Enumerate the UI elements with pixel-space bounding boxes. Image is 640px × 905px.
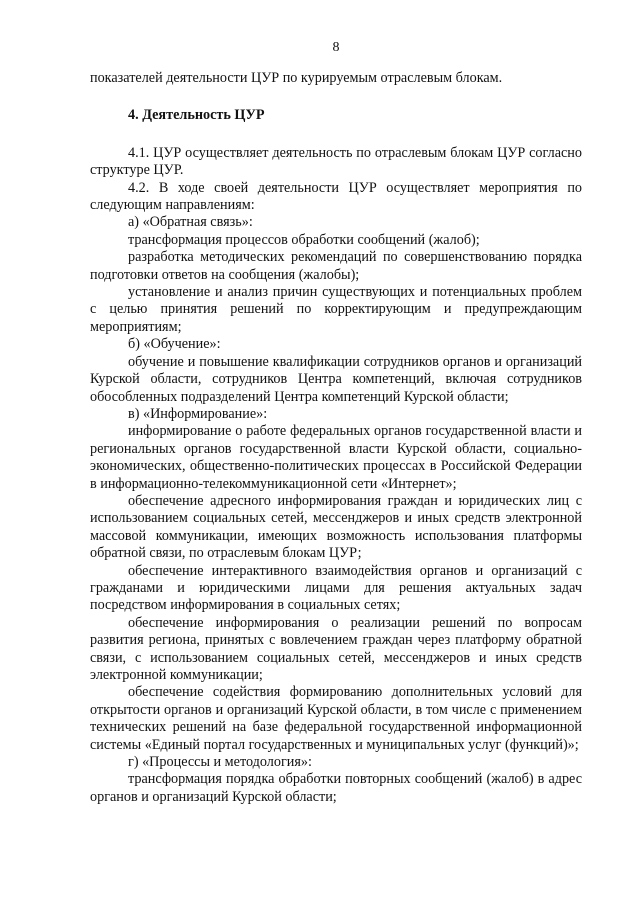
paragraph: 4.2. В ходе своей деятельности ЦУР осуществляет мероприятия по следующим направлениям: <box>90 179 582 214</box>
list-heading: а) «Обратная связь»: <box>128 214 253 231</box>
page-number: 8 <box>332 40 340 55</box>
list-item: обучение и повышение квалификации сотрудников органов и организаций Курской области, сотрудников Центра компетенций, включая сотрудников обособленных подразделений Центра компетенций Курской области; <box>90 353 582 405</box>
list-item: обеспечение информирования о реализации решений по вопросам развития региона, принятых с вовлечением граждан через платформу обратной связи, с использованием социальных сетей, мессенджеров и иных средств электронной коммуникации; <box>90 614 582 683</box>
intro-line: показателей деятельности ЦУР по курируемым отраслевым блокам. <box>90 70 503 86</box>
list-item: обеспечение содействия формированию дополнительных условий для открытости органов и организаций Курской области, в том числе с применением технических решений на базе федеральной государственной информационной системы «Единый портал государственных и муниципальных услуг (функций)»; <box>90 684 582 753</box>
list-item: установление и анализ причин существующих и потенциальных проблем с целью принятия решений по корректирующим и предупреждающим мероприятиям; <box>90 284 582 335</box>
list-item: трансформация процессов обработки сообщений (жалоб); <box>128 231 480 248</box>
list-heading: в) «Информирование»: <box>128 405 268 422</box>
paragraph: 4.1. ЦУР осуществляет деятельность по отраслевым блокам ЦУР согласно структуре ЦУР. <box>90 144 582 179</box>
list-heading: г) «Процессы и методология»: <box>128 754 312 771</box>
list-heading: б) «Обучение»: <box>128 336 221 353</box>
list-item: разработка методических рекомендаций по совершенствованию порядка подготовки ответов на сообщения (жалобы); <box>90 249 582 283</box>
list-item: информирование о работе федеральных органов государственной власти и региональных органов государственной власти Курской области, социально-экономических, общественно-политических процессах в Российской Федерации в информационно-телекоммуникационной сети «Интернет»; <box>90 423 582 492</box>
section-title: 4. Деятельность ЦУР <box>128 107 265 124</box>
list-item: обеспечение интерактивного взаимодействия органов и организаций с гражданами и юридическими лицами для решения актуальных задач посредством информирования в социальных сетях; <box>90 562 582 614</box>
list-item: обеспечение адресного информирования граждан и юридических лиц с использованием социальных сетей, мессенджеров и иных средств электронной массовой коммуникации, имеющих возможность использования платформы обратной связи, по отраслевым блокам ЦУР; <box>90 492 582 562</box>
list-item: трансформация порядка обработки повторных сообщений (жалоб) в адрес органов и организаций Курской области; <box>90 771 582 805</box>
document-page <box>90 40 582 806</box>
